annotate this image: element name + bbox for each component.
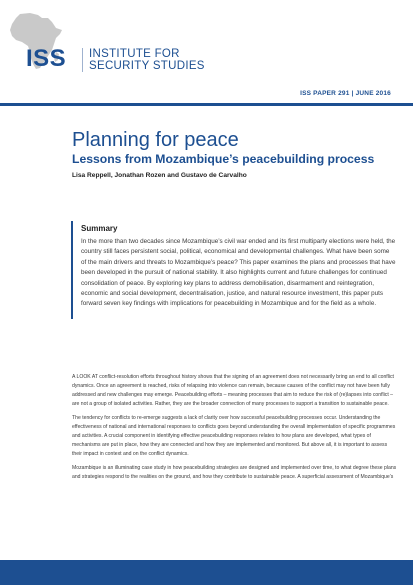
logo-divider: [82, 48, 83, 72]
paper-reference: [300, 90, 391, 97]
body-text: [72, 373, 397, 487]
logo-name-line1: INSTITUTE FOR: [89, 48, 180, 60]
paper-title: Planning for peace: [72, 129, 239, 151]
paper-date: JUNE 2016: [355, 90, 391, 97]
logo-name: [89, 48, 205, 72]
body-paragraph-3: Mozambique is an illuminating case study in how peacebuilding strategies are designed and implemented over time, to what degree these plans and strategies respond to the realities on the ground, and how they contribute to sustainable peace. A superficial assessment of Mozambique’s: [72, 465, 397, 480]
summary-heading: Summary: [81, 224, 118, 233]
paper-authors: Lisa Reppell, Jonathan Rozen and Gustavo de Carvalho: [72, 172, 247, 179]
summary-accent-bar: [71, 221, 73, 319]
body-paragraph-1: A LOOK AT conflict-resolution efforts throughout history shows that the signing of an agreement does not necessarily bring an end to all conflict dynamics. Once an agreement is reached, risks of relapsing into violence can remain, because causes of the conflict may not have been fully addressed and new challenges may emerge. Peacebuilding efforts – meaning processes that aim to reduce the risk of (re)lapses into conflict – are not a group of isolated activities. Rather, they are the broader connection of many processes to support a transition to sustainable peace.: [72, 374, 394, 407]
paper-number: ISS PAPER 291: [300, 90, 350, 97]
footer-bar: [0, 560, 413, 585]
logo-acronym: ISS: [26, 45, 67, 72]
header-rule: [0, 103, 413, 106]
logo-name-line2: SECURITY STUDIES: [89, 60, 205, 72]
paper-subtitle: Lessons from Mozambique’s peacebuilding process: [72, 152, 375, 166]
body-paragraph-2: The tendency for conflicts to re-emerge suggests a lack of clarity over how successful peacebuilding processes occur. Understanding the effectiveness of national and international responses to conflicts goes beyond understanding the overall implementation of specific programmes and activities. A crucial component in identifying effective peacebuilding responses relates to how plans are developed, what types of mechanisms are put in place, how they are connected and how they are implemented and monitored. But above all, it is important to assess their impact in context and on the conflict dynamics.: [72, 415, 396, 457]
summary-text: In the more than two decades since Mozambique’s civil war ended and its first multiparty elections were held, the country still faces persistent social, political, economical and developmental challenges. What have been some of the main drivers and threats to Mozambique’s peace? This paper examines the plans and processes that have been developed in the pursuit of national stability. It also highlights current and future challenges for continued consolidation of peace. By exploring key plans to address demobilisation, disarmament and reintegration, economic and social development, decentralisation, justice, and natural resource investment, this paper puts forward seven key findings with implications for peacebuilding in Mozambique and for the field as a whole.: [81, 238, 396, 308]
paper-ref-separator: |: [351, 90, 354, 97]
